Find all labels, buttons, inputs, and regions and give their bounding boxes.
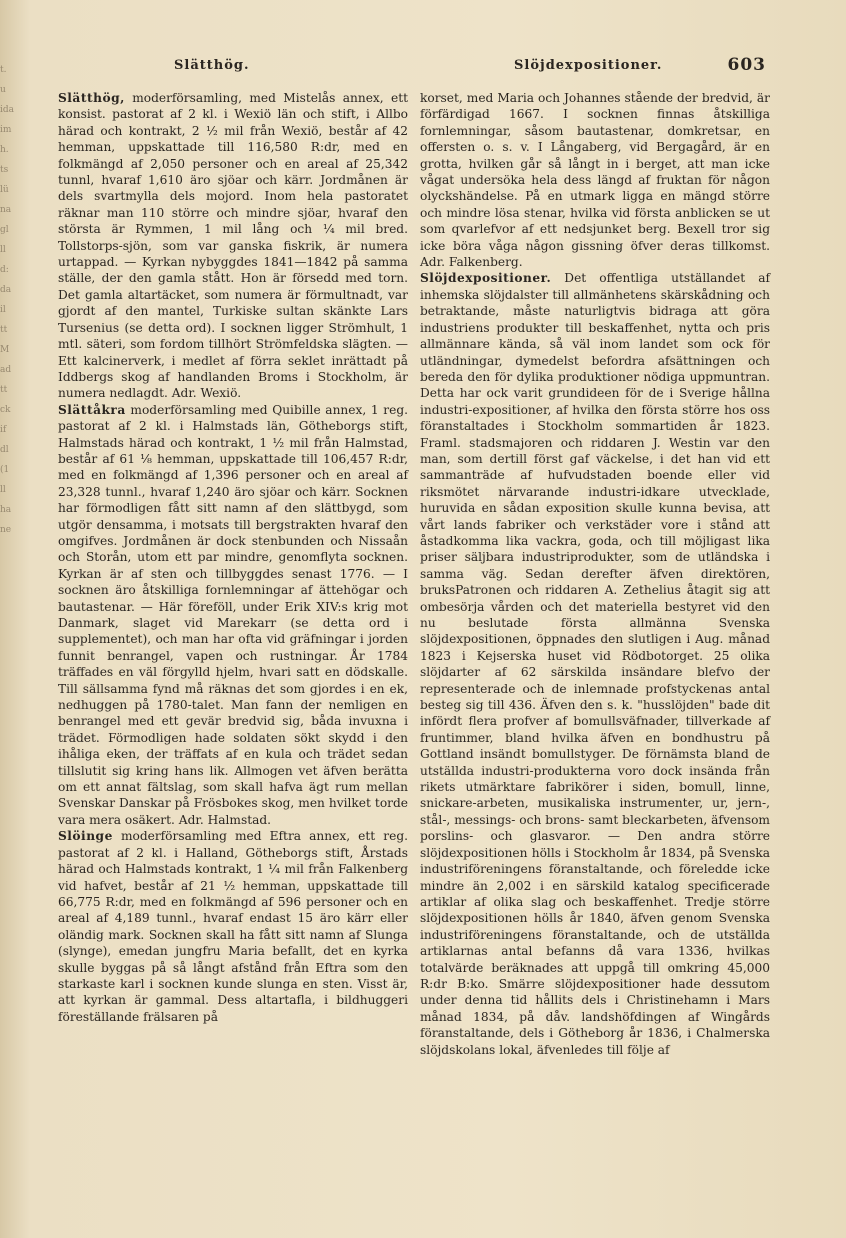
edge-mark: na bbox=[0, 205, 12, 215]
edge-mark: dl bbox=[0, 445, 9, 455]
entry-paragraph bbox=[420, 90, 770, 270]
entry-paragraph bbox=[58, 828, 408, 1025]
edge-mark: ll bbox=[0, 245, 6, 255]
entry-text: korset, med Maria och Johannes stående der bredvid, är förfärdigad 1667. I socknen finnas åtskilliga fornlemningar, såsom bautastenar, domkretsar, en offersten o. s. v. I Långaberg, vid Bergagård, är en grotta, hvilken går så långt in i berget, att man icke vågat undersöka hela dess längd af fruktan för någon olyckshändelse. På en utmark ligga en mängd större och mindre lösa stenar, hvilka vid första anblicken se ut som qvarlefvor af ett nedsjunket berg. Bexell tror sig icke böra våga någon gissning öfver deras tillkomst. bbox=[420, 91, 770, 253]
edge-mark: (1 bbox=[0, 465, 10, 475]
right-column bbox=[420, 90, 770, 1058]
edge-mark: ha bbox=[0, 505, 12, 515]
edge-mark: ad bbox=[0, 365, 12, 375]
entry-heading: Slöinge bbox=[58, 829, 113, 844]
edge-mark: tt bbox=[0, 325, 8, 335]
entry-text: moderförsamling, med Mistelås annex, ett konsist. pastorat af 2 kl. i Wexiö län och stift, i Allbo härad och kontrakt, 2 ½ mil från Wexiö, består af 42 hemman, uppskattade till 116,580 R:dr, med en folkmängd af 2,050 personer och en areal af 25,342 tunnl, hvaraf 1,610 äro sjöar och kärr. Jordmånen är dels svartmylla dels mojord. Inom hela pastoratet räknar man 110 större och mindre sjöar, hvaraf den största är Rymmen, 1 mil lång och ¼ mil bred. Tollstorps-sjön, som var ganska fiskrik, är numera urtappad. — Kyrkan nybyggdes 1841—1842 på samma ställe, der den gamla stått. Hon är försedd med torn. Det gamla altartäcket, som numera är förmultnadt, var gjordt af den mantel, Turkiske sultan skänkte Lars Tursenius (se detta ord). I socknen ligger Strömhult, 1 mtl. säteri, som fordom tillhört Strömfeldska slägten. — Ett kalcinerverk, i medlet af förra seklet inrättadt på Iddbergs skog af handlanden Broms i Stockholm, är numera nedlagdt. bbox=[58, 91, 409, 401]
edge-mark: ne bbox=[0, 525, 12, 535]
edge-mark: ll bbox=[0, 485, 6, 495]
edge-mark: tt bbox=[0, 385, 8, 395]
edge-mark: d: bbox=[0, 265, 9, 275]
edge-mark: im bbox=[0, 125, 12, 135]
left-column bbox=[58, 90, 408, 1025]
entry-heading: Slöjdexpositioner. bbox=[420, 271, 552, 286]
page-number: 603 bbox=[727, 55, 766, 75]
edge-mark: il bbox=[0, 305, 6, 315]
entry-signature: Adr. Wexiö. bbox=[171, 386, 242, 401]
edge-mark: ck bbox=[0, 405, 11, 415]
edge-mark: M bbox=[0, 345, 10, 355]
entry-text: Det offentliga utställandet af inhemska slöjdalster till allmänhetens skärskådning och betraktande, måste naturligtvis bidraga att göra industriens produkter till beskaffenhet, nytta och pris allmännare kända, så väl inom landet som ock för utländningar, dymedelst befordra afsättningen och bereda den för dylika produktioner nödiga uppmuntran. Detta har ock varit grundideen för de i Sverige hållna industri-expositioner, af hvilka den första större hos oss föranstaltades i Stockholm sommartiden år 1823. Framl. stadsmajoren och riddaren J. Westin var den man, som dertill först gaf väckelse, i det han vid ett sammanträde af hufvudstaden boende eller vid riksmötet närvarande industri-idkare utvecklade, huruvida en sådan exposition skulle kunna bevisa, att vårt lands fabriker och verkstäder vore i stånd att åstadkomma lika vackra, goda, och till möjligast lika priser säljbara industriprodukter, som de utländska i samma väg. Sedan derefter äfven direktören, bruksPatronen och riddaren A. Zethelius åtagit sig att ombesörja vården och det materiella bestyret vid den nu beslutade första allmänna Svenska slöjdexpositionen, öppnades den slutligen i Aug. månad 1823 i Kejserska huset vid Rödbotorget. 25 olika slöjdarter af 62 särskilda insändare blefvo der representerade och de inlemnade profstyckenas antal besteg sig till 436. Äfven den s. k. "husslöjden" bade dit infördt flera profver af bomullsväfnader, tillverkade af fruntimmer, bland hvilka äfven en bondhustru på Gottland insändt bomullstyger. De förnämsta bland de utställda industri-produkterna voro dock insända från rikets utmärktare fabrikörer i siden, bomull, linne, snickare-arbeten, musikaliska instrumenter, ur, jern-, stål-, messings- och brons- samt bleckarbeten, äfvensom porslins- och glasvaror. — Den andra större slöjdexpositionen hölls i Stockholm år 1834, på Svenska industriföreningens föranstaltande, och föreledde icke mindre än 2,002 i en särskild katalog specificerade artiklar af olika slag och beskaffenhet. Tredje större slöjdexpositionen hölls år 1840, äfven genom Svenska industriföreningens föranstaltande, och de utställda artiklarnas antal befanns då vara 1336, hvilkas totalvärde beräknades att uppgå till omkring 45,000 R:dr B:ko. Smärre slöjdexpositioner hade dessutom under denna tid hållits dels i Christinehamn i Mars månad 1834, på dåv. landshöfdingen af Wingårds föranstaltande, dels i Götheborg år 1836, i Chalmerska slöjdskolans lokal, äfvenledes till följe af bbox=[420, 271, 771, 1057]
edge-mark: ida bbox=[0, 105, 15, 115]
facing-page-edge bbox=[0, 60, 26, 620]
edge-mark: ts bbox=[0, 165, 9, 175]
edge-mark: u bbox=[0, 85, 6, 95]
entry-text: moderförsamling med Quibille annex, 1 reg. pastorat af 2 kl. i Halmstads län, Götheborgs stift, Halmstads härad och kontrakt, 1 ½ mil från Halmstad, består af 61 ⅛ hemman, uppskattade till 106,457 R:dr, med en folkmängd af 1,396 personer och en areal af 23,328 tunnl., hvaraf 1,240 äro sjöar och kärr. Socknen har förmodligen fått sitt namn af den slättbygd, som utgör densamma, i motsats till bergstrakten hvaraf den omgifves. Jordmånen är dock stenbunden och Nissaån och Storån, utom ett par mindre, genomflyta socknen. Kyrkan är af sten och tillbyggdes senast 1776. — I socknen äro åtskilliga fornlemningar af ättehögar och bautastenar. — Här föreföll, under Erik XIV:s krig mot Danmark, slaget vid Marekarr (se detta ord i supplementet), och man har ofta vid gräfningar i jorden funnit benrangel, vapen och rustningar. År 1784 träffades en väl förgylld hjelm, hvari satt en dödskalle. Till sällsamma fynd må räknas det som gjordes i en ek, nedhuggen på 1780-talet. Man fann der nemligen en benrangel med ett gevär bredvid sig, båda invuxna i trädet. Förmodligen hade soldaten sökt skydd i den ihåliga eken, der träffats af en kula och trädet sedan tillslutit sig kring hans lik. Allmogen vet äfven berätta om ett annat fältslag, som skall hafva ägt rum mellan Svenskar Danskar på Frösbokes skog, men hvilket torde vara mera osäkert. bbox=[58, 402, 408, 827]
entry-signature: Adr. Falkenberg. bbox=[420, 255, 523, 270]
entry-paragraph bbox=[58, 90, 408, 402]
entry-heading: Slätthög, bbox=[58, 91, 125, 105]
edge-mark: t. bbox=[0, 65, 7, 75]
entry-heading: Slättåkra bbox=[58, 402, 126, 417]
running-head bbox=[54, 55, 766, 80]
running-head-center: Slöjdexpositioner. bbox=[514, 58, 663, 73]
edge-mark: gl bbox=[0, 225, 9, 235]
entry-paragraph bbox=[420, 270, 770, 1058]
entry-paragraph bbox=[58, 402, 408, 829]
running-head-left: Slätthög. bbox=[174, 58, 250, 73]
edge-mark: if bbox=[0, 425, 7, 435]
edge-mark: h. bbox=[0, 145, 9, 155]
edge-mark: da bbox=[0, 285, 12, 295]
entry-signature: Adr. Halmstad. bbox=[178, 812, 272, 827]
edge-mark: lü bbox=[0, 185, 9, 195]
entry-text: moderförsamling med Eftra annex, ett reg. pastorat af 2 kl. i Halland, Götheborgs stift, Årstads härad och Halmstads kontrakt, 1 ¼ mil från Falkenberg vid hafvet, består af 21 ½ hemman, uppskattade till 66,775 R:dr, med en folkmängd af 596 personer och en areal af 4,189 tunnl., hvaraf endast 15 äro kärr eller oländig mark. Socknen skall ha fått sitt namn af Slunga (slynge), emedan jungfru Maria befallt, det en kyrka skulle byggas på så långt afstånd från Eftra som den starkaste karl i socknen kunde slunga en sten. Visst är, att kyrkan är gammal. Dess altartafla, i bildhuggeri föreställande frälsaren på bbox=[58, 829, 409, 1024]
